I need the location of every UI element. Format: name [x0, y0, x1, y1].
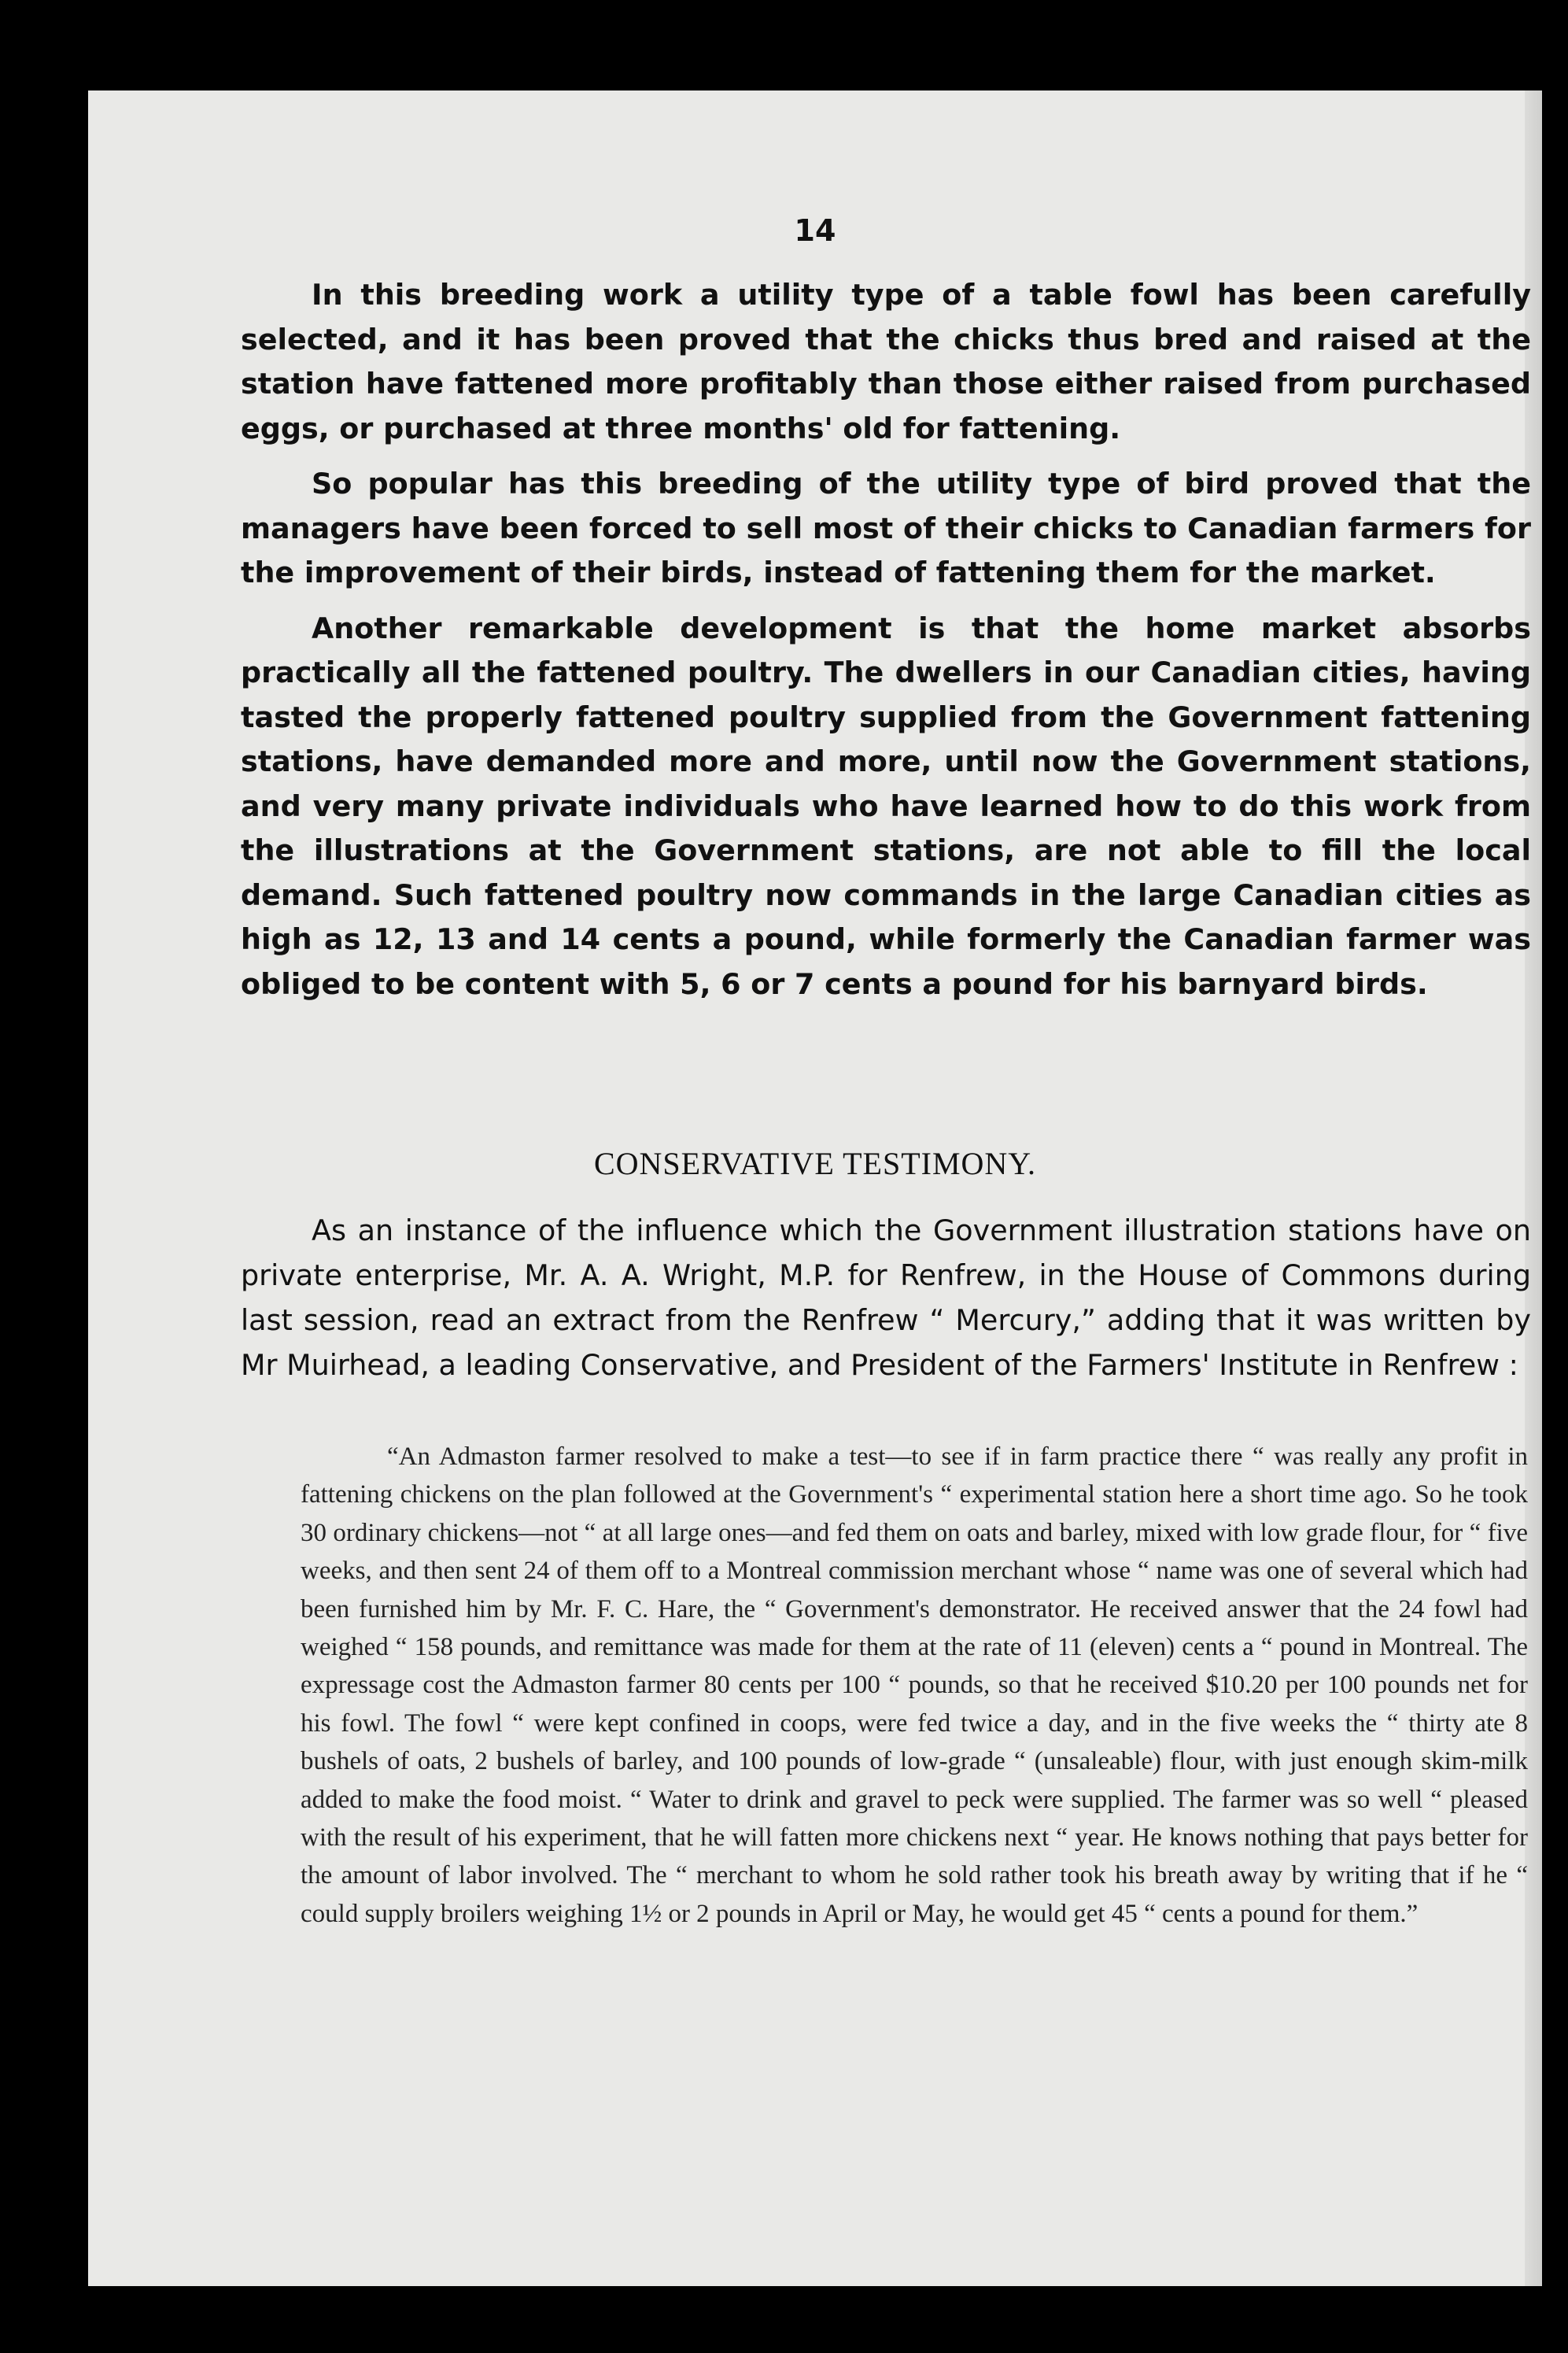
paragraph-popularity: So popular has this breeding of the utility type of bird proved that the managers have been forced to sell most of their chicks to Canadian farmers for the improvement of their birds, instead of fattening them for the market. — [241, 467, 1531, 589]
paragraph-home-market: Another remarkable development is that the home market absorbs practically all the fattened poultry. The dwellers in our Canadian cities, having tasted the properly fattened poultry supplied from the Government fattening stations, have demanded more and more, until now the Government stations, and very many private individuals who have learned how to do this work from the illustrations at the Government stations, are not able to fill the local demand. Such fattened poultry now commands in the large Canadian cities as high as 12, 13 and 14 cents a pound, while formerly the Canadian farmer was obliged to be content with 5, 6 or 7 cents a pound for his barnyard birds. — [241, 611, 1531, 1001]
quote-paragraph: “An Admaston farmer resolved to make a test—to see if in farm practice there “ was really any profit in fattening chickens on the plan followed at the Government's “ experimental station here a short time ago. So he took 30 ordinary chickens—not “ at all large ones—and fed them on oats and barley, mixed with low grade flour, for “ five weeks, and then sent 24 of them off to a Montreal commission merchant whose “ name was one of several which had been furnished him by Mr. F. C. Hare, the “ Government's demonstrator. He received answer that the 24 fowl had weighed “ 158 pounds, and remittance was made for them at the rate of 11 (eleven) cents a “ pound in Montreal. The expressage cost the Admaston farmer 80 cents per 100 “ pounds, so that he received $10.20 per 100 pounds net for his fowl. The fowl “ were kept confined in coops, were fed twice a day, and in the five weeks the “ thirty ate 8 bushels of oats, 2 bushels of barley, and 100 pounds of low-grade “ (unsaleable) flour, with just enough skim-milk added to make the food moist. “ Water to drink and gravel to peck were supplied. The farmer was so well “ pleased with the result of his experiment, that he will fatten more chickens next “ year. He knows nothing that pays better for the amount of labor involved. The “ merchant to whom he sold rather took his breath away by writing that if he “ could supply broilers weighing 1½ or 2 pounds in April or May, he would get 45 “ cents a pound for them.” — [301, 1442, 1528, 1928]
quoted-extract — [301, 1438, 1528, 1933]
page-number: 14 — [794, 213, 836, 248]
section-heading: CONSERVATIVE TESTIMONY. — [593, 1146, 1037, 1181]
paragraph-testimony: As an instance of the influence which the Government illustration stations have on private enterprise, Mr. A. A. Wright, M.P. for Renfrew, in the House of Commons during last session, read an extract from the Renfrew “ Mercury,” adding that it was written by Mr Muirhead, a leading Conservative, and President of the Farmers' Institute in Renfrew : — [241, 1213, 1531, 1382]
body-text — [241, 273, 1531, 1018]
document-page — [88, 90, 1542, 2286]
testimony-text — [241, 1208, 1531, 1387]
paragraph-breeding: In this breeding work a utility type of a table fowl has been carefully selected, and it has been proved that the chicks thus bred and raised at the station have fattened more profitably than those either raised from purchased eggs, or purchased at three months' old for fattening. — [241, 278, 1531, 445]
